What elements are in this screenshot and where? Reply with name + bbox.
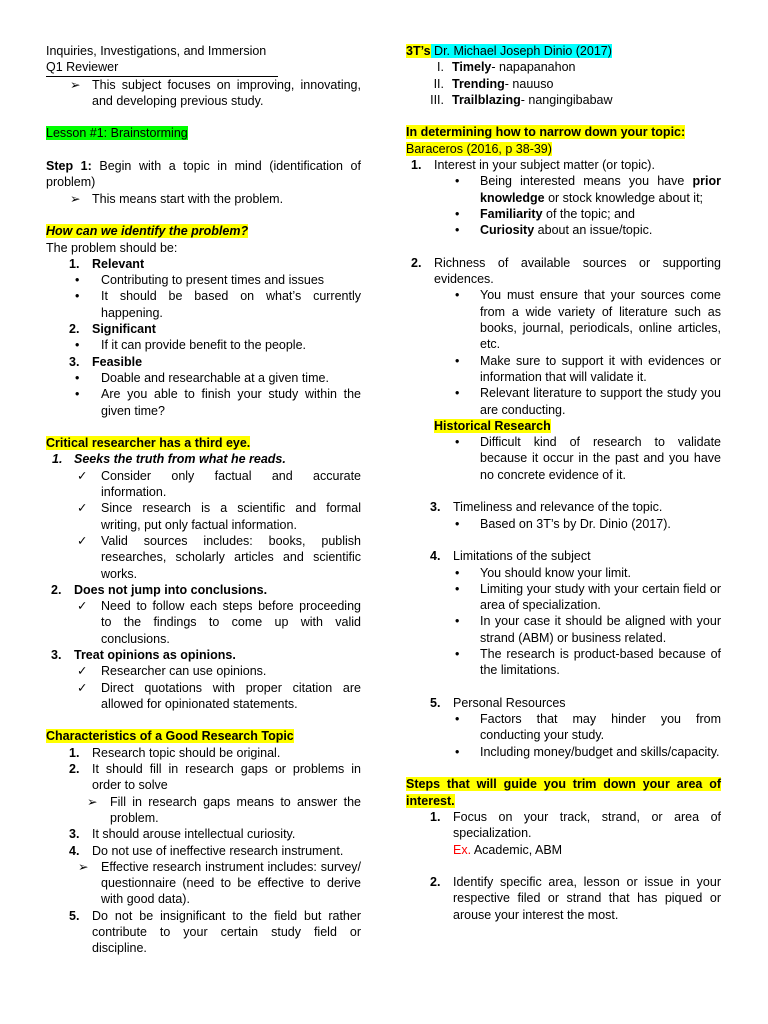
bullet-icon: • bbox=[455, 206, 460, 221]
bullet-icon: • bbox=[455, 386, 460, 401]
bullet-item: • Including money/budget and skills/capacity. bbox=[455, 744, 720, 759]
bullet-icon: • bbox=[75, 370, 80, 385]
characteristic-item: 5. Do not be insignificant to the field but rather contribute to your certain study field or discipline. bbox=[69, 908, 361, 956]
bullet-icon: • bbox=[75, 273, 80, 288]
check-item: ✓ Since research is a scientific and formal writing, put only factual information. bbox=[77, 501, 361, 532]
narrow-item: 5. Personal Resources bbox=[430, 695, 566, 710]
identify-item: 3. Feasible bbox=[69, 354, 143, 369]
bullet-icon: • bbox=[455, 744, 460, 759]
identify-item: 2. Significant bbox=[69, 322, 156, 337]
checkmark-icon: ✓ bbox=[77, 664, 88, 679]
check-item: ✓ Direct quotations with proper citation are allowed for opinionated statements. bbox=[77, 680, 361, 711]
bullet-icon: • bbox=[75, 289, 80, 304]
checkmark-icon: ✓ bbox=[77, 501, 88, 516]
critical-item: 3. Treat opinions as opinions. bbox=[51, 647, 236, 662]
narrow-item: 3. Timeliness and relevance of the topic. bbox=[430, 500, 663, 515]
bullet-icon: • bbox=[455, 646, 460, 661]
bullet-item: • Contributing to present times and issues bbox=[75, 273, 325, 288]
identify-item: 1. Relevant bbox=[69, 256, 145, 271]
check-item: ✓ Researcher can use opinions. bbox=[77, 664, 267, 679]
checkmark-icon: ✓ bbox=[77, 533, 88, 548]
identify-lead: The problem should be: bbox=[46, 240, 178, 255]
checkmark-icon: ✓ bbox=[77, 599, 88, 614]
bullet-icon: • bbox=[455, 223, 460, 238]
check-item: ✓ Need to follow each steps before proceeding to the findings to come up with valid conclusions. bbox=[77, 599, 361, 646]
bullet-icon: • bbox=[455, 614, 460, 629]
critical-item: 2. Does not jump into conclusions. bbox=[51, 582, 268, 597]
characteristic-item: 1. Research topic should be original. bbox=[69, 745, 281, 760]
bullet-item: • You should know your limit. bbox=[455, 565, 632, 580]
step1-text: Step 1: Begin with a topic in mind (identification of problem) bbox=[46, 159, 361, 190]
step-item: 2. Identify specific area, lesson or issue in your respective filed or strand that has piqued or arouse your interest the most. bbox=[430, 875, 721, 922]
steps-heading: Steps that will guide you trim down your area of interest. bbox=[406, 777, 721, 808]
bullet-item: • If it can provide benefit to the people. bbox=[75, 338, 306, 353]
right-column bbox=[406, 43, 721, 923]
bullet-icon: • bbox=[75, 387, 80, 402]
intro-item: ➢ This subject focuses on improving, innovating, and developing previous study. bbox=[70, 77, 361, 108]
step-example: Ex. Academic, ABM bbox=[453, 842, 563, 857]
narrow-item: 2. Richness of available sources or supporting evidences. bbox=[411, 255, 721, 287]
bullet-icon: • bbox=[455, 435, 460, 450]
bullet-item: • Being interested means you have prior knowledge or stock knowledge about it; bbox=[455, 174, 721, 205]
characteristic-item: 2. It should fill in research gaps or problems in order to solve bbox=[69, 762, 361, 793]
checkmark-icon: ✓ bbox=[77, 680, 88, 695]
check-item: ✓ Consider only factual and accurate information. bbox=[77, 468, 361, 500]
bullet-item: • You must ensure that your sources come from a wide variety of literature such as books, journal, periodicals, online articles, etc. bbox=[455, 288, 721, 352]
bullet-icon: • bbox=[455, 288, 460, 303]
threet-heading: 3T’s Dr. Michael Joseph Dinio (2017) bbox=[406, 44, 612, 58]
identify-heading: How can we identify the problem? bbox=[46, 224, 249, 239]
critical-heading: Critical researcher has a third eye. bbox=[46, 436, 251, 451]
arrow-bullet-icon: ➢ bbox=[78, 859, 89, 874]
bullet-item: • Curiosity about an issue/topic. bbox=[455, 223, 653, 238]
narrow-heading: In determining how to narrow down your topic: bbox=[406, 125, 686, 140]
narrow-source: Baraceros (2016, p 38-39) bbox=[406, 141, 552, 156]
bullet-item: • Make sure to support it with evidences or information that will validate it. bbox=[455, 353, 721, 384]
checkmark-icon: ✓ bbox=[77, 468, 88, 483]
characteristics-heading: Characteristics of a Good Research Topic bbox=[46, 729, 294, 744]
document-subtitle: Q1 Reviewer bbox=[46, 59, 361, 76]
bullet-icon: • bbox=[455, 174, 460, 189]
bullet-icon: • bbox=[75, 338, 80, 353]
bullet-item: • Based on 3T’s by Dr. Dinio (2017). bbox=[455, 516, 671, 531]
step-item: 1. Focus on your track, strand, or area of specialization. bbox=[430, 809, 721, 841]
threet-item: III. Trailblazing- nangingibabaw bbox=[430, 92, 613, 107]
bullet-item: • Factors that may hinder you from conducting your study. bbox=[455, 712, 721, 743]
threet-item: II. Trending- nauuso bbox=[433, 76, 554, 91]
characteristic-sub: ➢ Effective research instrument includes: survey/ questionnaire (need to be effective to derive with good data). bbox=[78, 859, 361, 907]
narrow-item: 4. Limitations of the subject bbox=[430, 549, 591, 564]
bullet-item: • Are you able to finish your study within the given time? bbox=[75, 387, 361, 418]
document-title: Inquiries, Investigations, and Immersion bbox=[46, 44, 267, 58]
check-item: ✓ Valid sources includes: books, publish researches, scholarly articles and scientific works. bbox=[77, 533, 361, 581]
lesson-heading: Lesson #1: Brainstorming bbox=[46, 126, 188, 141]
arrow-bullet-icon: ➢ bbox=[87, 794, 98, 809]
bullet-icon: • bbox=[455, 353, 460, 368]
left-column bbox=[46, 43, 361, 957]
threet-item: I. Timely- napapanahon bbox=[437, 60, 576, 75]
bullet-item: • Familiarity of the topic; and bbox=[455, 206, 635, 221]
arrow-bullet-icon: ➢ bbox=[70, 191, 81, 206]
arrow-bullet-icon: ➢ bbox=[70, 77, 81, 92]
characteristic-sub: ➢ Fill in research gaps means to answer the problem. bbox=[87, 794, 361, 825]
bullet-item: • It should be based on what’s currently happening. bbox=[75, 289, 361, 320]
narrow-item: 1. Interest in your subject matter (or topic). bbox=[411, 158, 655, 173]
historical-heading: Historical Research bbox=[434, 418, 551, 433]
characteristic-item: 4. Do not use of ineffective research instrument. bbox=[69, 843, 344, 858]
characteristic-item: 3. It should arouse intellectual curiosity. bbox=[69, 827, 296, 842]
bullet-item: • The research is product-based because of the limitations. bbox=[455, 646, 721, 678]
bullet-item: • Doable and researchable at a given time. bbox=[75, 370, 329, 385]
bullet-icon: • bbox=[455, 565, 460, 580]
bullet-icon: • bbox=[455, 516, 460, 531]
bullet-item: • Relevant literature to support the study you are conducting. bbox=[455, 386, 721, 417]
bullet-item: • In your case it should be aligned with your strand (ABM) or business related. bbox=[455, 614, 721, 645]
bullet-item: • Limiting your study with your certain field or area of specialization. bbox=[455, 581, 721, 613]
bullet-icon: • bbox=[455, 712, 460, 727]
bullet-icon: • bbox=[455, 581, 460, 596]
bullet-item: • Difficult kind of research to validate because it occur in the past and you have no concrete evidence of it. bbox=[455, 435, 721, 482]
step1-sub: ➢ This means start with the problem. bbox=[70, 191, 284, 206]
critical-item: 1. Seeks the truth from what he reads. bbox=[52, 452, 286, 467]
